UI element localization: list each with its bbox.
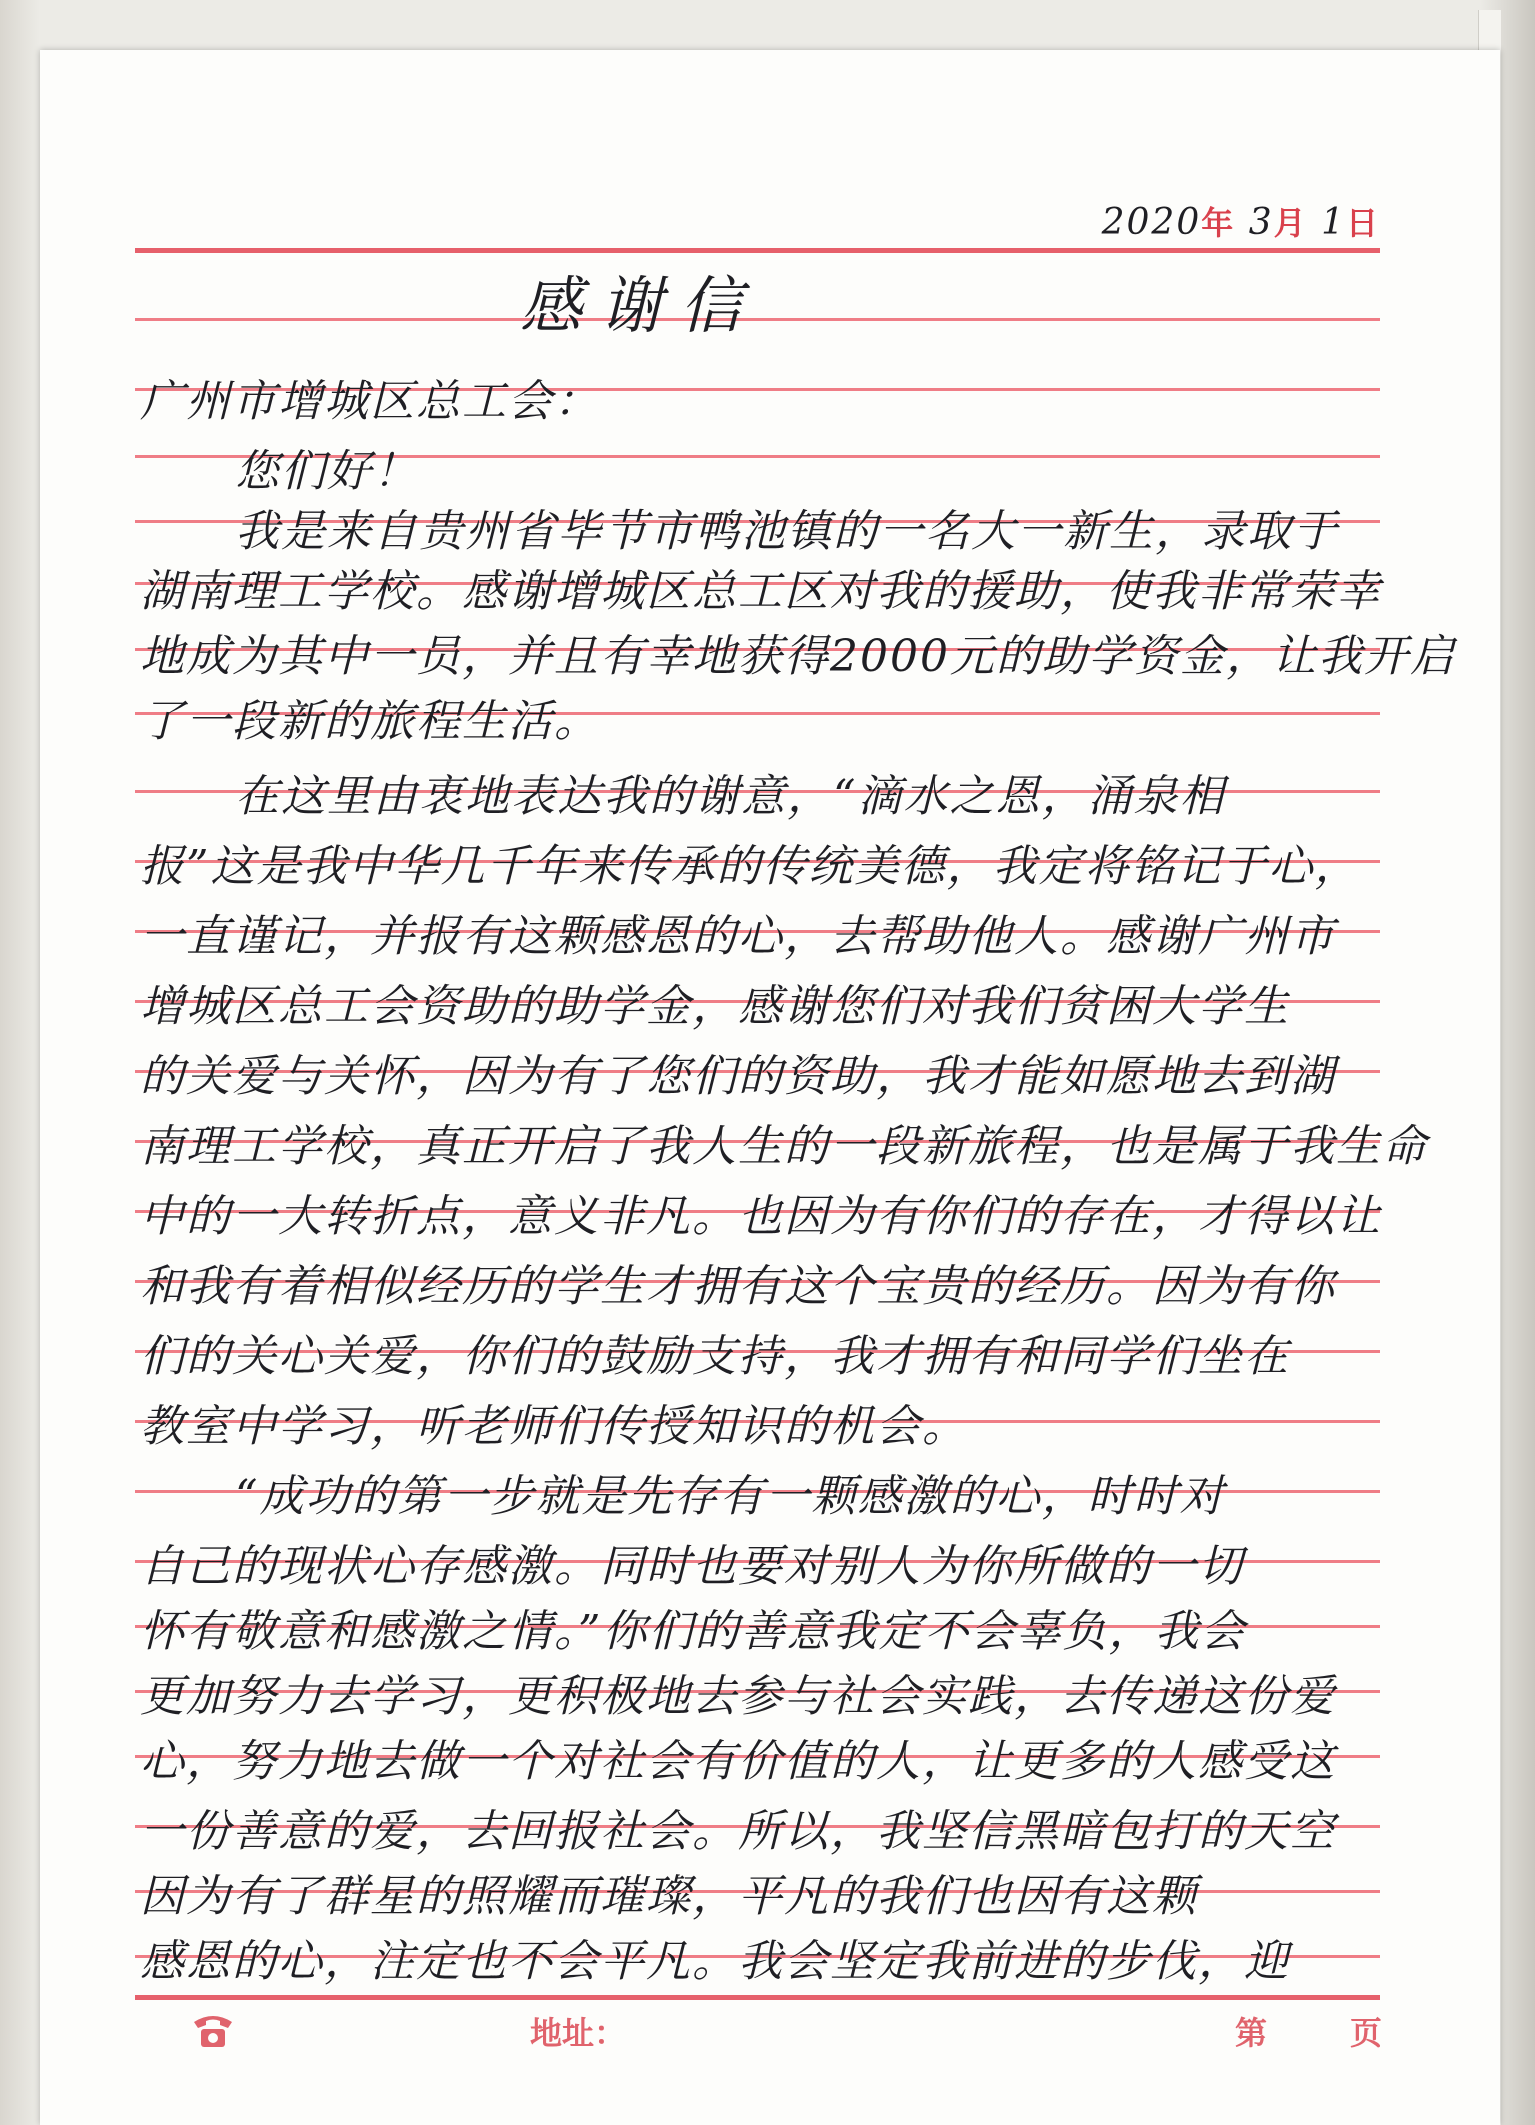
date-day: 1 [1321,202,1346,243]
letter-line: 地成为其中一员，并且有幸地获得2000元的助学资金，让我开启 [140,631,1456,682]
page-label-suffix: 页 [1350,2014,1383,2052]
date-month: 3 [1248,202,1274,243]
letter-title: 感谢信 [520,269,761,342]
letter-line: 报”这是我中华几千年来传承的传统美德，我定将铭记于心， [140,841,1361,892]
letter-line: 一份善意的爱，去回报社会。所以，我坚信黑暗包打的天空 [140,1806,1336,1857]
letter-line: “成功的第一步就是先存有一颗感激的心，时时对 [235,1471,1226,1522]
letter-line: 一直谨记，并报有这颗感恩的心，去帮助他人。感谢广州市 [140,911,1336,962]
letter-line: 我是来自贵州省毕节市鸭池镇的一名大一新生，录取于 [235,506,1339,557]
date-month-suffix: 月 [1273,204,1308,242]
date-day-suffix: 日 [1345,204,1380,242]
ruled-line [135,248,1380,253]
letter-line: 南理工学校，真正开启了我人生的一段新旅程，也是属于我生命 [140,1121,1428,1172]
address-label: 地址： [530,2014,627,2052]
letter-line: 在这里由衷地表达我的谢意，“滴水之恩，涌泉相 [235,771,1226,822]
letter-greeting: 您们好！ [235,446,419,497]
letter-line: 因为有了群星的照耀而璀璨，平凡的我们也因有这颗 [140,1871,1198,1922]
letter-line: 们的关心关爱，你们的鼓励支持，我才拥有和同学们坐在 [140,1331,1290,1382]
letter-line: 湖南理工学校。感谢增城区总工区对我的援助，使我非常荣幸 [140,566,1382,617]
letter-line: 自己的现状心存感激。同时也要对别人为你所做的一切 [140,1541,1244,1592]
letter-line: 的关爱与关怀，因为有了您们的资助，我才能如愿地去到湖 [140,1051,1336,1102]
date-year-suffix: 年 [1201,204,1236,242]
letter-recipient: 广州市增城区总工会： [140,376,600,427]
letter-date [1101,202,1380,243]
letter-line: 中的一大转折点，意义非凡。也因为有你们的存在，才得以让 [140,1191,1382,1242]
letter-line: 增城区总工会资助的助学金，感谢您们对我们贫困大学生 [140,981,1290,1032]
date-year: 2020 [1101,202,1202,243]
letter-line: 感恩的心，注定也不会平凡。我会坚定我前进的步伐，迎 [140,1936,1290,1987]
letter-line: 了一段新的旅程生活。 [140,696,600,747]
letter-line: 教室中学习，听老师们传授知识的机会。 [140,1401,968,1452]
phone-icon [190,2012,236,2050]
letter-line: 心，努力地去做一个对社会有价值的人，让更多的人感受这 [140,1736,1336,1787]
letter-line: 怀有敬意和感激之情。”你们的善意我定不会辜负，我会 [140,1606,1247,1657]
letter-line: 更加努力去学习，更积极地去参与社会实践，去传递这份爱 [140,1671,1336,1722]
letter-line: 和我有着相似经历的学生才拥有这个宝贵的经历。因为有你 [140,1261,1336,1312]
ruled-line [135,1995,1380,2000]
page-label-prefix: 第 [1235,2014,1268,2052]
